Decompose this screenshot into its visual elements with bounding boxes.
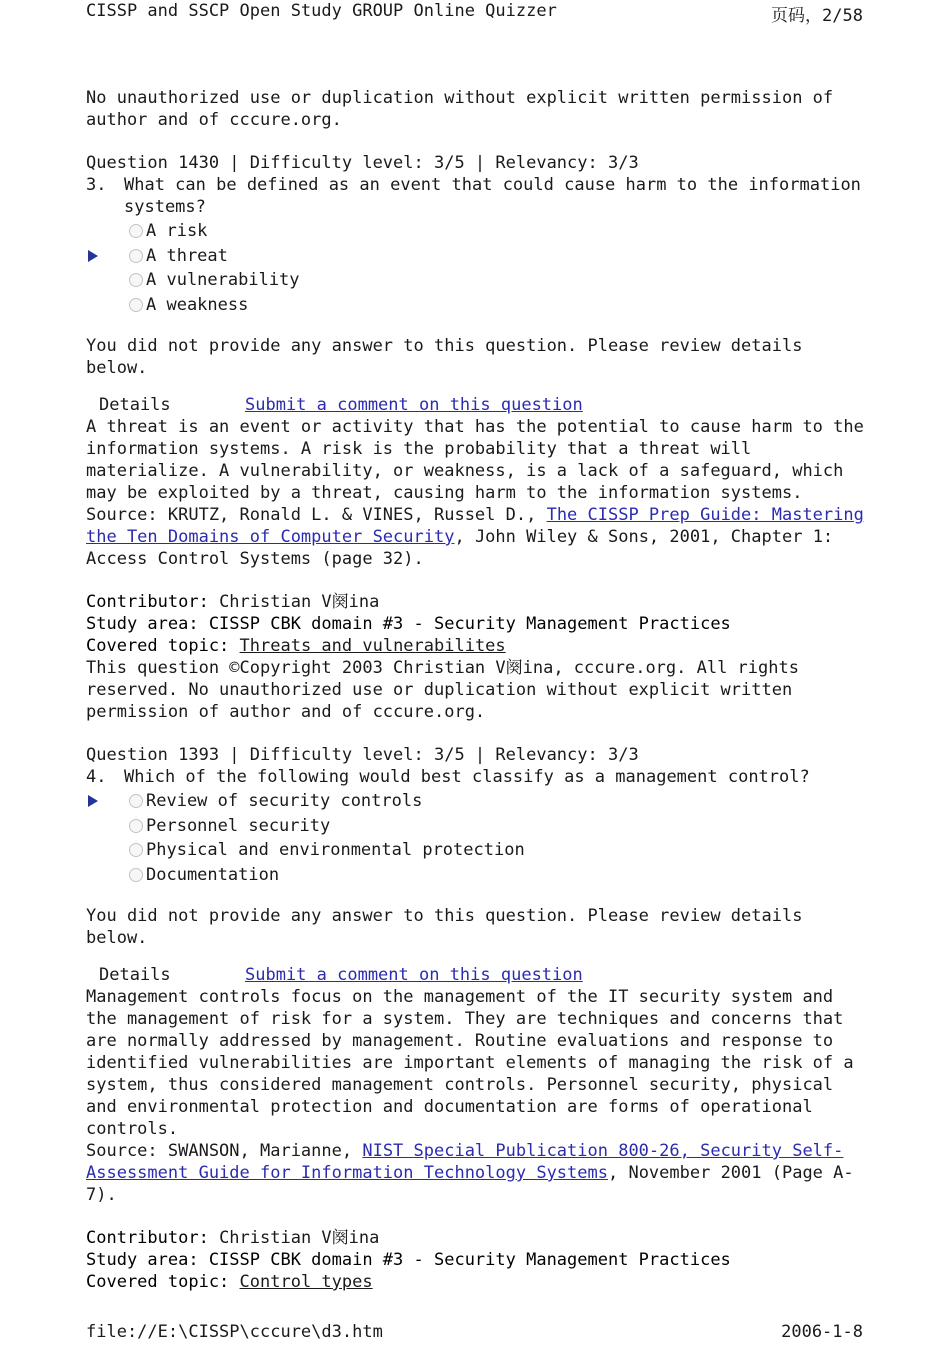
details-label: Details (99, 395, 171, 415)
option-label: Review of security controls (146, 791, 423, 812)
option-label: A threat (146, 245, 228, 266)
question-text: What can be defined as an event that could cause harm to the information systems? (124, 175, 861, 217)
intro-notice: No unauthorized use or duplication without explicit written permission of author and of cccure.org. (86, 88, 834, 130)
contributor-name: Christian V阕ina (208, 592, 380, 612)
source-prefix: Source: SWANSON, Marianne, (86, 1141, 363, 1161)
covered-topic (86, 635, 866, 657)
answer-options (86, 789, 866, 887)
answer-option[interactable] (86, 863, 866, 888)
radio-button[interactable] (129, 249, 143, 263)
correct-answer-arrow-icon (88, 250, 98, 262)
answer-option-correct[interactable] (86, 244, 866, 269)
source-suffix: , November 2001 (Page A-7). (86, 1163, 854, 1205)
answer-status: You did not provide any answer to this question. Please review details below. (86, 906, 803, 948)
answer-option[interactable] (86, 838, 866, 863)
option-label: A vulnerability (146, 270, 300, 291)
header-page-number: 页码，2/58 (771, 6, 863, 26)
radio-button[interactable] (129, 868, 143, 882)
explanation: A threat is an event or activity that has the potential to cause harm to the information systems. A risk is the probability that a threat will materialize. A vulnerability, or weakness, is a lack of a safeguard, which may be exploited by a threat, causing harm to the information systems. (86, 417, 864, 503)
radio-button[interactable] (129, 224, 143, 238)
explanation: Management controls focus on the management of the IT security system and the management of risk for a system. They are techniques and concerns that are normally addressed by management. Routine evaluations and response to identified vulnerabilities are important elements of managing the risk of a system, thus considered management controls. Personnel security, physical and environmental protection and documentation are forms of operational controls. (86, 987, 854, 1139)
study-area: Study area: CISSP CBK domain #3 - Security Management Practices (86, 1250, 731, 1270)
question-line (86, 174, 866, 218)
covered-topic-link[interactable]: Threats and vulnerabilites (239, 636, 506, 656)
answer-options (86, 219, 866, 317)
option-label: A weakness (146, 294, 249, 315)
study-area: Study area: CISSP CBK domain #3 - Security Management Practices (86, 614, 731, 634)
details-label: Details (99, 965, 171, 985)
contributor-label: Contributor: (86, 1228, 209, 1248)
radio-button[interactable] (129, 843, 143, 857)
source (86, 504, 866, 570)
question-line (86, 766, 866, 788)
radio-button[interactable] (129, 794, 143, 808)
covered-topic-link[interactable]: Control types (239, 1272, 373, 1292)
answer-option-correct[interactable] (86, 789, 866, 814)
source (86, 1140, 866, 1206)
question-number: 4. (86, 767, 107, 787)
header-title: CISSP and SSCP Open Study GROUP Online Quizzer (86, 1, 557, 21)
submit-comment-link[interactable]: Submit a comment on this question (245, 395, 583, 415)
submit-comment-link[interactable]: Submit a comment on this question (245, 965, 583, 985)
quiz-content (86, 87, 866, 1293)
footer-date: 2006-1-8 (781, 1322, 863, 1342)
option-label: A risk (146, 221, 208, 242)
option-label: Physical and environmental protection (146, 840, 525, 861)
contributor-label: Contributor: (86, 592, 209, 612)
answer-option[interactable] (86, 268, 866, 293)
radio-button[interactable] (129, 819, 143, 833)
answer-option[interactable] (86, 219, 866, 244)
question-block (86, 744, 866, 1293)
question-meta: Question 1393 | Difficulty level: 3/5 | Relevancy: 3/3 (86, 745, 639, 765)
answer-status: You did not provide any answer to this question. Please review details below. (86, 336, 803, 378)
contributor (86, 1227, 866, 1249)
covered-topic (86, 1271, 866, 1293)
details-row (86, 961, 866, 986)
answer-option[interactable] (86, 814, 866, 839)
source-suffix: , John Wiley & Sons, 2001, Chapter 1: Access Control Systems (page 32). (86, 527, 834, 569)
option-label: Personnel security (146, 815, 331, 836)
answer-option[interactable] (86, 293, 866, 318)
contributor-name: Christian V阕ina (208, 1228, 380, 1248)
details-row (86, 391, 866, 416)
footer-file-path: file://E:\CISSP\cccure\d3.htm (86, 1322, 383, 1342)
source-prefix: Source: KRUTZ, Ronald L. & VINES, Russel D., (86, 505, 547, 525)
question-number: 3. (86, 175, 107, 195)
source-link[interactable]: The CISSP Prep Guide: Mastering the Ten Domains of Computer Security (86, 505, 864, 547)
option-label: Documentation (146, 864, 280, 885)
covered-topic-label: Covered topic: (86, 1272, 230, 1292)
question-meta: Question 1430 | Difficulty level: 3/5 | Relevancy: 3/3 (86, 153, 639, 173)
correct-answer-arrow-icon (88, 795, 98, 807)
radio-button[interactable] (129, 273, 143, 287)
radio-button[interactable] (129, 298, 143, 312)
source-link[interactable]: NIST Special Publication 800-26, Security Self-Assessment Guide for Information Technology Systems (86, 1141, 844, 1183)
question-block (86, 152, 866, 723)
contributor (86, 591, 866, 613)
covered-topic-label: Covered topic: (86, 636, 230, 656)
question-text: Which of the following would best classify as a management control? (124, 767, 810, 787)
copyright-notice: This question ©Copyright 2003 Christian V阕ina, cccure.org. All rights reserved. No unauthorized use or duplication without explicit written permission of author and of cccure.org. (86, 658, 799, 722)
